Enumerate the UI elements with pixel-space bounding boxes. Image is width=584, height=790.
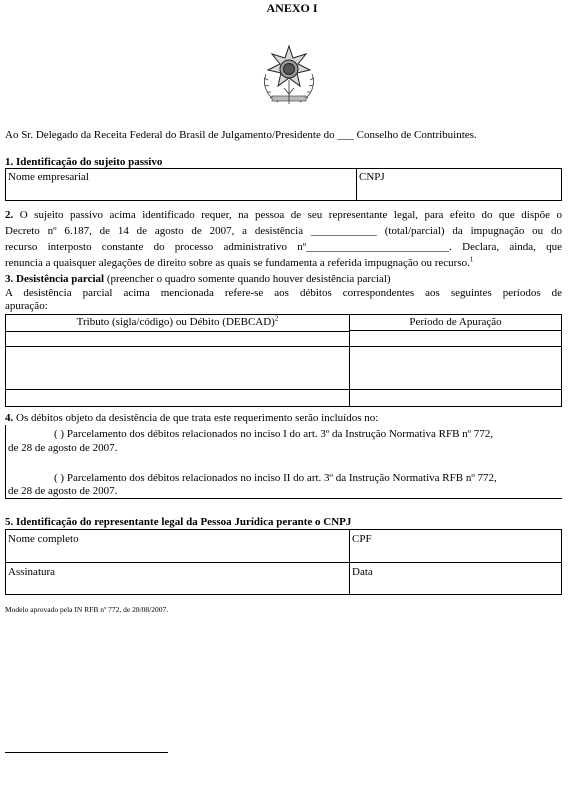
periodo-cell-row2[interactable] (350, 347, 561, 390)
footnote-ref-2: 2 (274, 314, 279, 323)
taxpayer-id-table (5, 168, 562, 201)
model-approval-note: Modelo aprovado pela IN RFB nº 772, de 28/08/2007. (5, 605, 169, 614)
section2-line3: recurso interposto constante do processo administrativo nº__________________________. Declara, ainda, que (5, 241, 562, 253)
section2-number: 2. (5, 209, 14, 221)
tributo-cell-row2[interactable] (6, 347, 350, 390)
cnpj-field[interactable] (357, 169, 561, 200)
company-name-label: Nome empresarial (8, 171, 89, 183)
periodo-cell-row1[interactable] (350, 332, 561, 347)
section2-line1: O sujeito passivo acima identificado requer, na pessoa de seu representante legal, para efeito do que dispõe o (19, 209, 562, 221)
option1-line2: de 28 de agosto de 2007. (8, 442, 118, 454)
signature-field[interactable] (6, 563, 350, 594)
installment-options-box (5, 425, 562, 499)
brazil-coat-of-arms-icon (258, 44, 320, 110)
company-name-field[interactable] (6, 169, 357, 200)
section3-intro-line2: apuração: (5, 300, 48, 312)
section3-heading-line (5, 273, 562, 286)
section4-text: Os débitos objeto da desistência de que trata este requerimento serão incluídos no: (16, 412, 379, 424)
addressee-line: Ao Sr. Delegado da Receita Federal do Brasil de Julgamento/Presidente do ___ Conselho de Contribuintes. (5, 129, 477, 141)
full-name-label: Nome completo (8, 533, 79, 545)
tributo-header-label: Tributo (sigla/código) ou Débito (DEBCAD) (76, 316, 275, 328)
footnote-separator (5, 752, 168, 753)
section5-heading: 5. Identificação do representante legal da Pessoa Jurídica perante o CNPJ (5, 516, 352, 528)
option2-line1[interactable]: ( ) Parcelamento dos débitos relacionados no inciso II do art. 3º da Instrução Normativa RFB nº 772, (54, 472, 497, 484)
tributo-cell-row3[interactable] (6, 390, 350, 406)
signature-label: Assinatura (8, 566, 56, 578)
section3-heading: 3. Desistência parcial (5, 273, 105, 285)
date-label: Data (352, 566, 373, 578)
tributo-column-header (6, 315, 350, 332)
full-name-field[interactable] (6, 530, 350, 563)
tributo-cell-row1[interactable] (6, 332, 350, 347)
date-field[interactable] (350, 563, 561, 594)
option1-line1[interactable]: ( ) Parcelamento dos débitos relacionados no inciso I do art. 3º da Instrução Normativa RFB nº 772, (54, 428, 494, 440)
section3-heading-note: (preencher o quadro somente quando houver desistência parcial) (106, 273, 391, 285)
partial-withdrawal-table (5, 314, 562, 407)
periodo-cell-row3[interactable] (350, 390, 561, 406)
cnpj-label: CNPJ (359, 171, 385, 183)
section3-intro-line1: A desistência parcial acima mencionada refere-se aos débitos correspondentes aos seguintes períodos de (5, 287, 562, 299)
cpf-label: CPF (352, 533, 372, 545)
section2-paragraph (5, 209, 562, 270)
section1-heading: 1. Identificação do sujeito passivo (5, 156, 163, 168)
option2-line2: de 28 de agosto de 2007. (8, 485, 118, 497)
representative-table (5, 529, 562, 595)
section2-line2: Decreto nº 6.187, de 14 de agosto de 2007, a desistência ____________ (total/parcial) da impugnação ou do (5, 225, 562, 237)
cpf-field[interactable] (350, 530, 561, 563)
document-title: ANEXO I (266, 1, 318, 15)
footnote-ref-1: 1 (469, 255, 474, 264)
section4-number: 4. (5, 412, 14, 424)
periodo-column-header: Período de Apuração (350, 315, 561, 331)
section4-intro (5, 412, 562, 425)
section2-line4: renuncia a quaisquer alegações de direito sobre as quais se fundamenta a referida impugnação ou recurso. (5, 257, 470, 269)
